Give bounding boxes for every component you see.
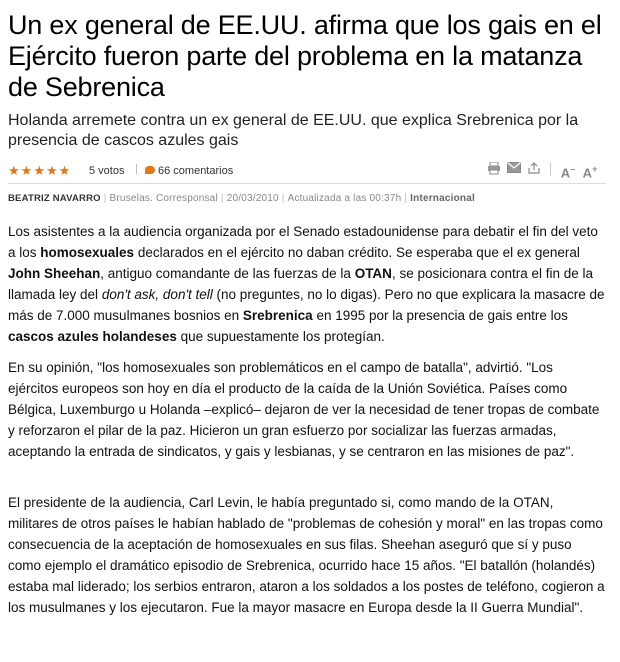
star-icon[interactable]: ★ — [33, 163, 45, 178]
byline-date: 20/03/2010 — [226, 193, 279, 204]
text-run: En su opinión, "los homosexuales son problemáticos en el campo de batalla", advirtió. "Los ejércitos europeos son hoy en día el producto de la caída de la Unión Soviética. Países como Bélgica, Luxemburgo u Holanda –explicó– dejaron de ver la necesidad de tener tropas de combate y reforzaron el pilar de la paz. Hicieron un gran esfuerzo por socializar las fuerzas armadas, aceptando la entrada de sindicatos, y gais y lesbianas, y se centraron en las misiones de paz". — [8, 360, 600, 459]
author-name[interactable]: BEATRIZ NAVARRO — [8, 193, 101, 204]
star-icon[interactable]: ★ — [45, 163, 58, 178]
star-icon[interactable]: ★ — [58, 163, 71, 178]
italic-term: don't ask, don't tell — [101, 287, 213, 302]
font-decrease-button[interactable]: A– — [560, 164, 576, 181]
article-toolbar — [8, 162, 606, 184]
star-rating[interactable] — [8, 164, 70, 177]
printer-icon[interactable] — [487, 162, 501, 176]
section-link[interactable]: Internacional — [410, 193, 475, 204]
paragraph-2 — [8, 357, 606, 462]
subtitle: Holanda arremete contra un ex general de EE.UU. que explica Srebrenica por la presencia de cascos azules gais — [8, 112, 579, 149]
paragraph-3 — [8, 492, 606, 618]
article — [8, 10, 606, 628]
share-icon[interactable] — [527, 162, 541, 176]
text-run: Los asistentes a la audiencia organizada por el Senado estadounidense para debatir el fin del veto a los — [8, 224, 598, 260]
comment-bubble-icon[interactable] — [145, 166, 155, 174]
star-icon[interactable]: ★ — [8, 163, 20, 178]
text-run: en 1995 por la presencia de gais entre los — [312, 308, 568, 323]
comments-link[interactable]: 66 comentarios — [158, 165, 234, 177]
text-run: , se posicionara contra el fin de la llamada ley del — [8, 266, 594, 302]
article-body — [8, 221, 606, 618]
bold-term: John Sheehan — [8, 266, 101, 281]
votes-count: 5 votos — [89, 165, 125, 177]
byline: BEATRIZ NAVARRO | Bruselas. Corresponsal | 20/03/2010 | Actualizada a las 00:37h | Internacional — [8, 193, 475, 204]
email-icon[interactable] — [507, 162, 521, 176]
text-run: que supuestamente los protegían. — [176, 329, 385, 344]
byline-location: Bruselas. Corresponsal — [109, 193, 218, 204]
byline-updated: Actualizada a las 00:37h — [287, 193, 402, 204]
text-run: (no preguntes, no lo digas). Pero no que explicara la masacre de más de 7.000 musulmanes bosnios en — [8, 287, 605, 323]
tools-divider — [550, 162, 551, 176]
bold-term: cascos azules holandeses — [8, 329, 177, 344]
toolbar-divider: | — [135, 163, 138, 175]
headline: Un ex general de EE.UU. afirma que los gais en el Ejército fueron parte del problema en la matanza de Sebrenica — [8, 10, 602, 102]
article-tools — [487, 162, 598, 181]
text-run: , antiguo comandante de las fuerzas de la — [100, 266, 355, 281]
bold-term: OTAN — [354, 266, 392, 281]
star-icon[interactable]: ★ — [20, 163, 33, 178]
paragraph-1 — [8, 221, 606, 347]
bold-term: homosexuales — [40, 245, 135, 260]
bold-term: Srebrenica — [242, 308, 313, 323]
text-run: declarados en el ejército no daban crédito. Se esperaba que el ex general — [134, 245, 580, 260]
text-run: El presidente de la audiencia, Carl Levin, le había preguntado si, como mando de la OTAN, militares de otros países le habían hablado de "problemas de cohesión y moral" en las tropas como consecuencia de la aceptación de homosexuales en sus filas. Sheehan aseguró que sí y puso como ejemplo el dramático episodio de Srebrenica, ocurrido hace 15 años. "El batallón (holandés) estaba mal liderado; los serbios entraron, ataron a los soldados a los postes de teléfono, cogieron a los musulmanes y los ejecutaron. Fue la mayor masacre en Europa desde la II Guerra Mundial". — [8, 495, 605, 615]
font-increase-button[interactable]: A+ — [582, 164, 598, 181]
